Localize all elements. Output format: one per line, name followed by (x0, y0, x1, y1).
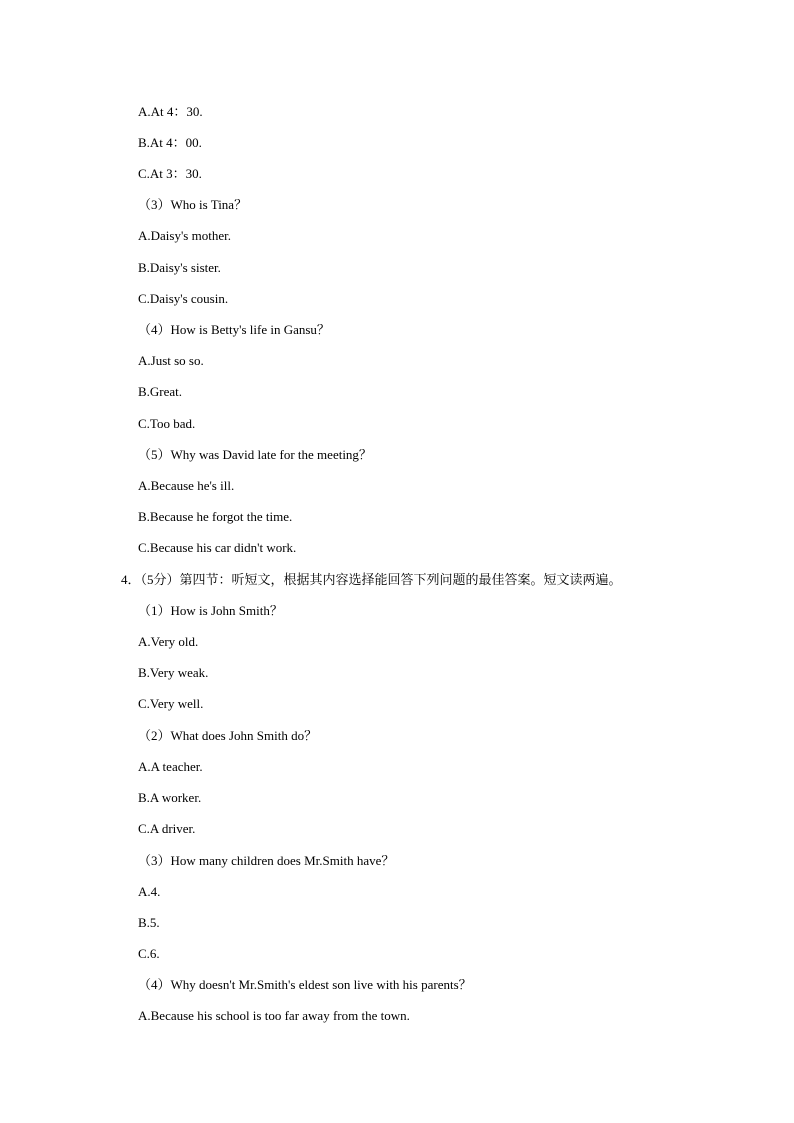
option-c: C.Because his car didn't work. (138, 540, 297, 555)
option-b: B.A worker. (138, 790, 202, 805)
question-1: （1）How is John Smith？ (138, 603, 283, 618)
option-c: C.At 3：30. (138, 166, 202, 181)
question-3: （3）How many children does Mr.Smith have？ (138, 853, 395, 868)
option-c: C.6. (138, 946, 160, 961)
option-a: A.Because his school is too far away from the town. (138, 1008, 410, 1023)
option-b: B.Great. (138, 384, 183, 399)
option-c: C.Very well. (138, 696, 204, 711)
option-b: B.At 4：00. (138, 135, 202, 150)
question-4: （4）Why doesn't Mr.Smith's eldest son live with his parents？ (138, 977, 472, 992)
option-a: A.4. (138, 884, 161, 899)
option-b: B.Very weak. (138, 665, 209, 680)
question-3: （3）Who is Tina？ (138, 197, 248, 212)
option-c: C.Daisy's cousin. (138, 291, 229, 306)
question-2: （2）What does John Smith do？ (138, 728, 318, 743)
option-b: B.Because he forgot the time. (138, 509, 293, 524)
option-a: A.A teacher. (138, 759, 203, 774)
question-4: （4）How is Betty's life in Gansu？ (138, 322, 330, 337)
option-c: C.Too bad. (138, 416, 196, 431)
option-a: A.At 4：30. (138, 104, 203, 119)
option-a: A.Because he's ill. (138, 478, 235, 493)
option-b: B.Daisy's sister. (138, 260, 221, 275)
option-c: C.A driver. (138, 821, 196, 836)
option-b: B.5. (138, 915, 160, 930)
section-4-heading: 4．（5分）第四节：听短文，根据其内容选择能回答下列问题的最佳答案。短文读两遍。 (121, 572, 622, 587)
option-a: A.Daisy's mother. (138, 228, 231, 243)
option-a: A.Just so so. (138, 353, 204, 368)
option-a: A.Very old. (138, 634, 199, 649)
question-5: （5）Why was David late for the meeting？ (138, 447, 372, 462)
